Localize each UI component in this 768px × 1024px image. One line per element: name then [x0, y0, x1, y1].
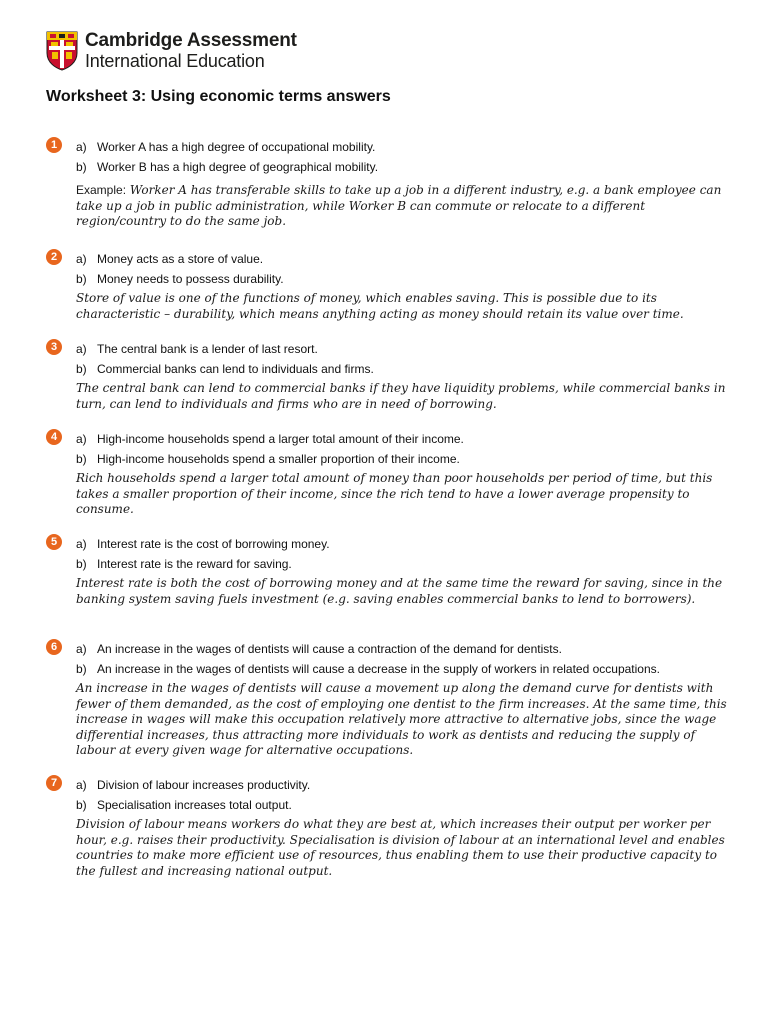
option-letter: a): [76, 778, 87, 792]
option-letter: b): [76, 557, 87, 571]
option-letter: b): [76, 452, 87, 466]
option-a: [76, 534, 766, 554]
answer-text: Interest rate is both the cost of borrowing money and at the same time the reward for saving, since in the banking system saving fuels investment (e.g. saving enables commercial banks to lend to borrowers).: [76, 576, 723, 606]
question-number-badge: 3: [46, 339, 62, 355]
option-b: [76, 554, 766, 574]
option-a: [76, 249, 766, 269]
question-1: [46, 137, 736, 230]
option-text: An increase in the wages of dentists will cause a contraction of the demand for dentists.: [97, 642, 562, 656]
option-text: Division of labour increases productivity.: [97, 778, 311, 792]
option-text: An increase in the wages of dentists will cause a decrease in the supply of workers in related occupations.: [97, 662, 660, 676]
question-number-badge: 2: [46, 249, 62, 265]
option-text: Money acts as a store of value.: [97, 252, 264, 266]
brand-name: [85, 31, 297, 71]
option-letter: b): [76, 798, 87, 812]
question-5: [46, 534, 736, 607]
option-letter: a): [76, 642, 87, 656]
option-letter: a): [76, 432, 87, 446]
question-number-badge: 1: [46, 137, 62, 153]
brand-line-1: Cambridge Assessment: [85, 30, 297, 51]
option-a: [76, 137, 766, 157]
question-3: [46, 339, 736, 412]
worksheet-title: Worksheet 3: Using economic terms answers: [46, 88, 391, 105]
option-text: High-income households spend a larger total amount of their income.: [97, 432, 464, 446]
option-letter: b): [76, 662, 87, 676]
option-a: [76, 775, 766, 795]
option-letter: b): [76, 272, 87, 286]
option-text: Interest rate is the reward for saving.: [97, 557, 292, 571]
answer-text: The central bank can lend to commercial banks if they have liquidity problems, while commercial banks in turn, can lend to individuals and firms who are in need of borrowing.: [76, 381, 726, 411]
option-letter: b): [76, 362, 87, 376]
question-7: [46, 775, 736, 879]
option-text: Specialisation increases total output.: [97, 798, 292, 812]
question-4: [46, 429, 736, 518]
question-number-badge: 4: [46, 429, 62, 445]
brand-line-2: International Education: [85, 51, 265, 71]
option-letter: a): [76, 537, 87, 551]
option-b: [76, 659, 766, 679]
question-number-badge: 5: [46, 534, 62, 550]
answer-text: Store of value is one of the functions of money, which enables saving. This is possible due to its characteristic – durability, which means anything acting as money should retain its value over time.: [76, 291, 684, 321]
option-text: Interest rate is the cost of borrowing money.: [97, 537, 330, 551]
option-letter: a): [76, 140, 87, 154]
option-letter: a): [76, 252, 87, 266]
option-b: [76, 269, 766, 289]
option-text: The central bank is a lender of last resort.: [97, 342, 318, 356]
answer-text: [76, 183, 736, 230]
question-number-badge: 7: [46, 775, 62, 791]
option-text: Worker A has a high degree of occupational mobility.: [97, 140, 376, 154]
cambridge-shield-icon: [46, 31, 78, 71]
option-a: [76, 339, 766, 359]
question-6: [46, 639, 736, 759]
option-text: Commercial banks can lend to individuals and firms.: [97, 362, 374, 376]
answer-text: Division of labour means workers do what they are best at, which increases their output per worker per hour, e.g. raises their productivity. Specialisation is division of labour at an international level and enables countries to make more efficient use of resources, thus enabling them to use their productive capacity to the fullest and increasing national output.: [76, 817, 725, 878]
option-a: [76, 429, 766, 449]
answer-text: Rich households spend a larger total amount of money than poor households per period of time, but this takes a smaller proportion of their income, since the rich tend to have a lower average propensity to consume.: [76, 471, 713, 516]
option-letter: a): [76, 342, 87, 356]
question-number-badge: 6: [46, 639, 62, 655]
option-a: [76, 639, 766, 659]
option-text: Money needs to possess durability.: [97, 272, 284, 286]
example-label: Example:: [76, 183, 127, 197]
answer-text: An increase in the wages of dentists will cause a movement up along the demand curve for dentists with fewer of them demanded, as the cost of employing one dentist to the firm increases. At the same time, this increase in wages will make this occupation relatively more attractive to alternative jobs, since the wage differential increases, thus attracting more individuals to work as dentists and reducing the supply of labour at every given wage for alternative occupations.: [76, 681, 727, 757]
option-text: High-income households spend a smaller proportion of their income.: [97, 452, 460, 466]
option-b: [76, 157, 766, 177]
cambridge-logo: [46, 31, 297, 71]
option-b: [76, 795, 766, 815]
option-text: Worker B has a high degree of geographical mobility.: [97, 160, 379, 174]
option-b: [76, 359, 766, 379]
question-2: [46, 249, 736, 322]
option-b: [76, 449, 766, 469]
answer-body: Worker A has transferable skills to take up a job in a different industry, e.g. a bank employee can take up a job in public administration, while Worker B can commute or relocate to a different region/country to do the same job.: [76, 183, 722, 228]
option-letter: b): [76, 160, 87, 174]
